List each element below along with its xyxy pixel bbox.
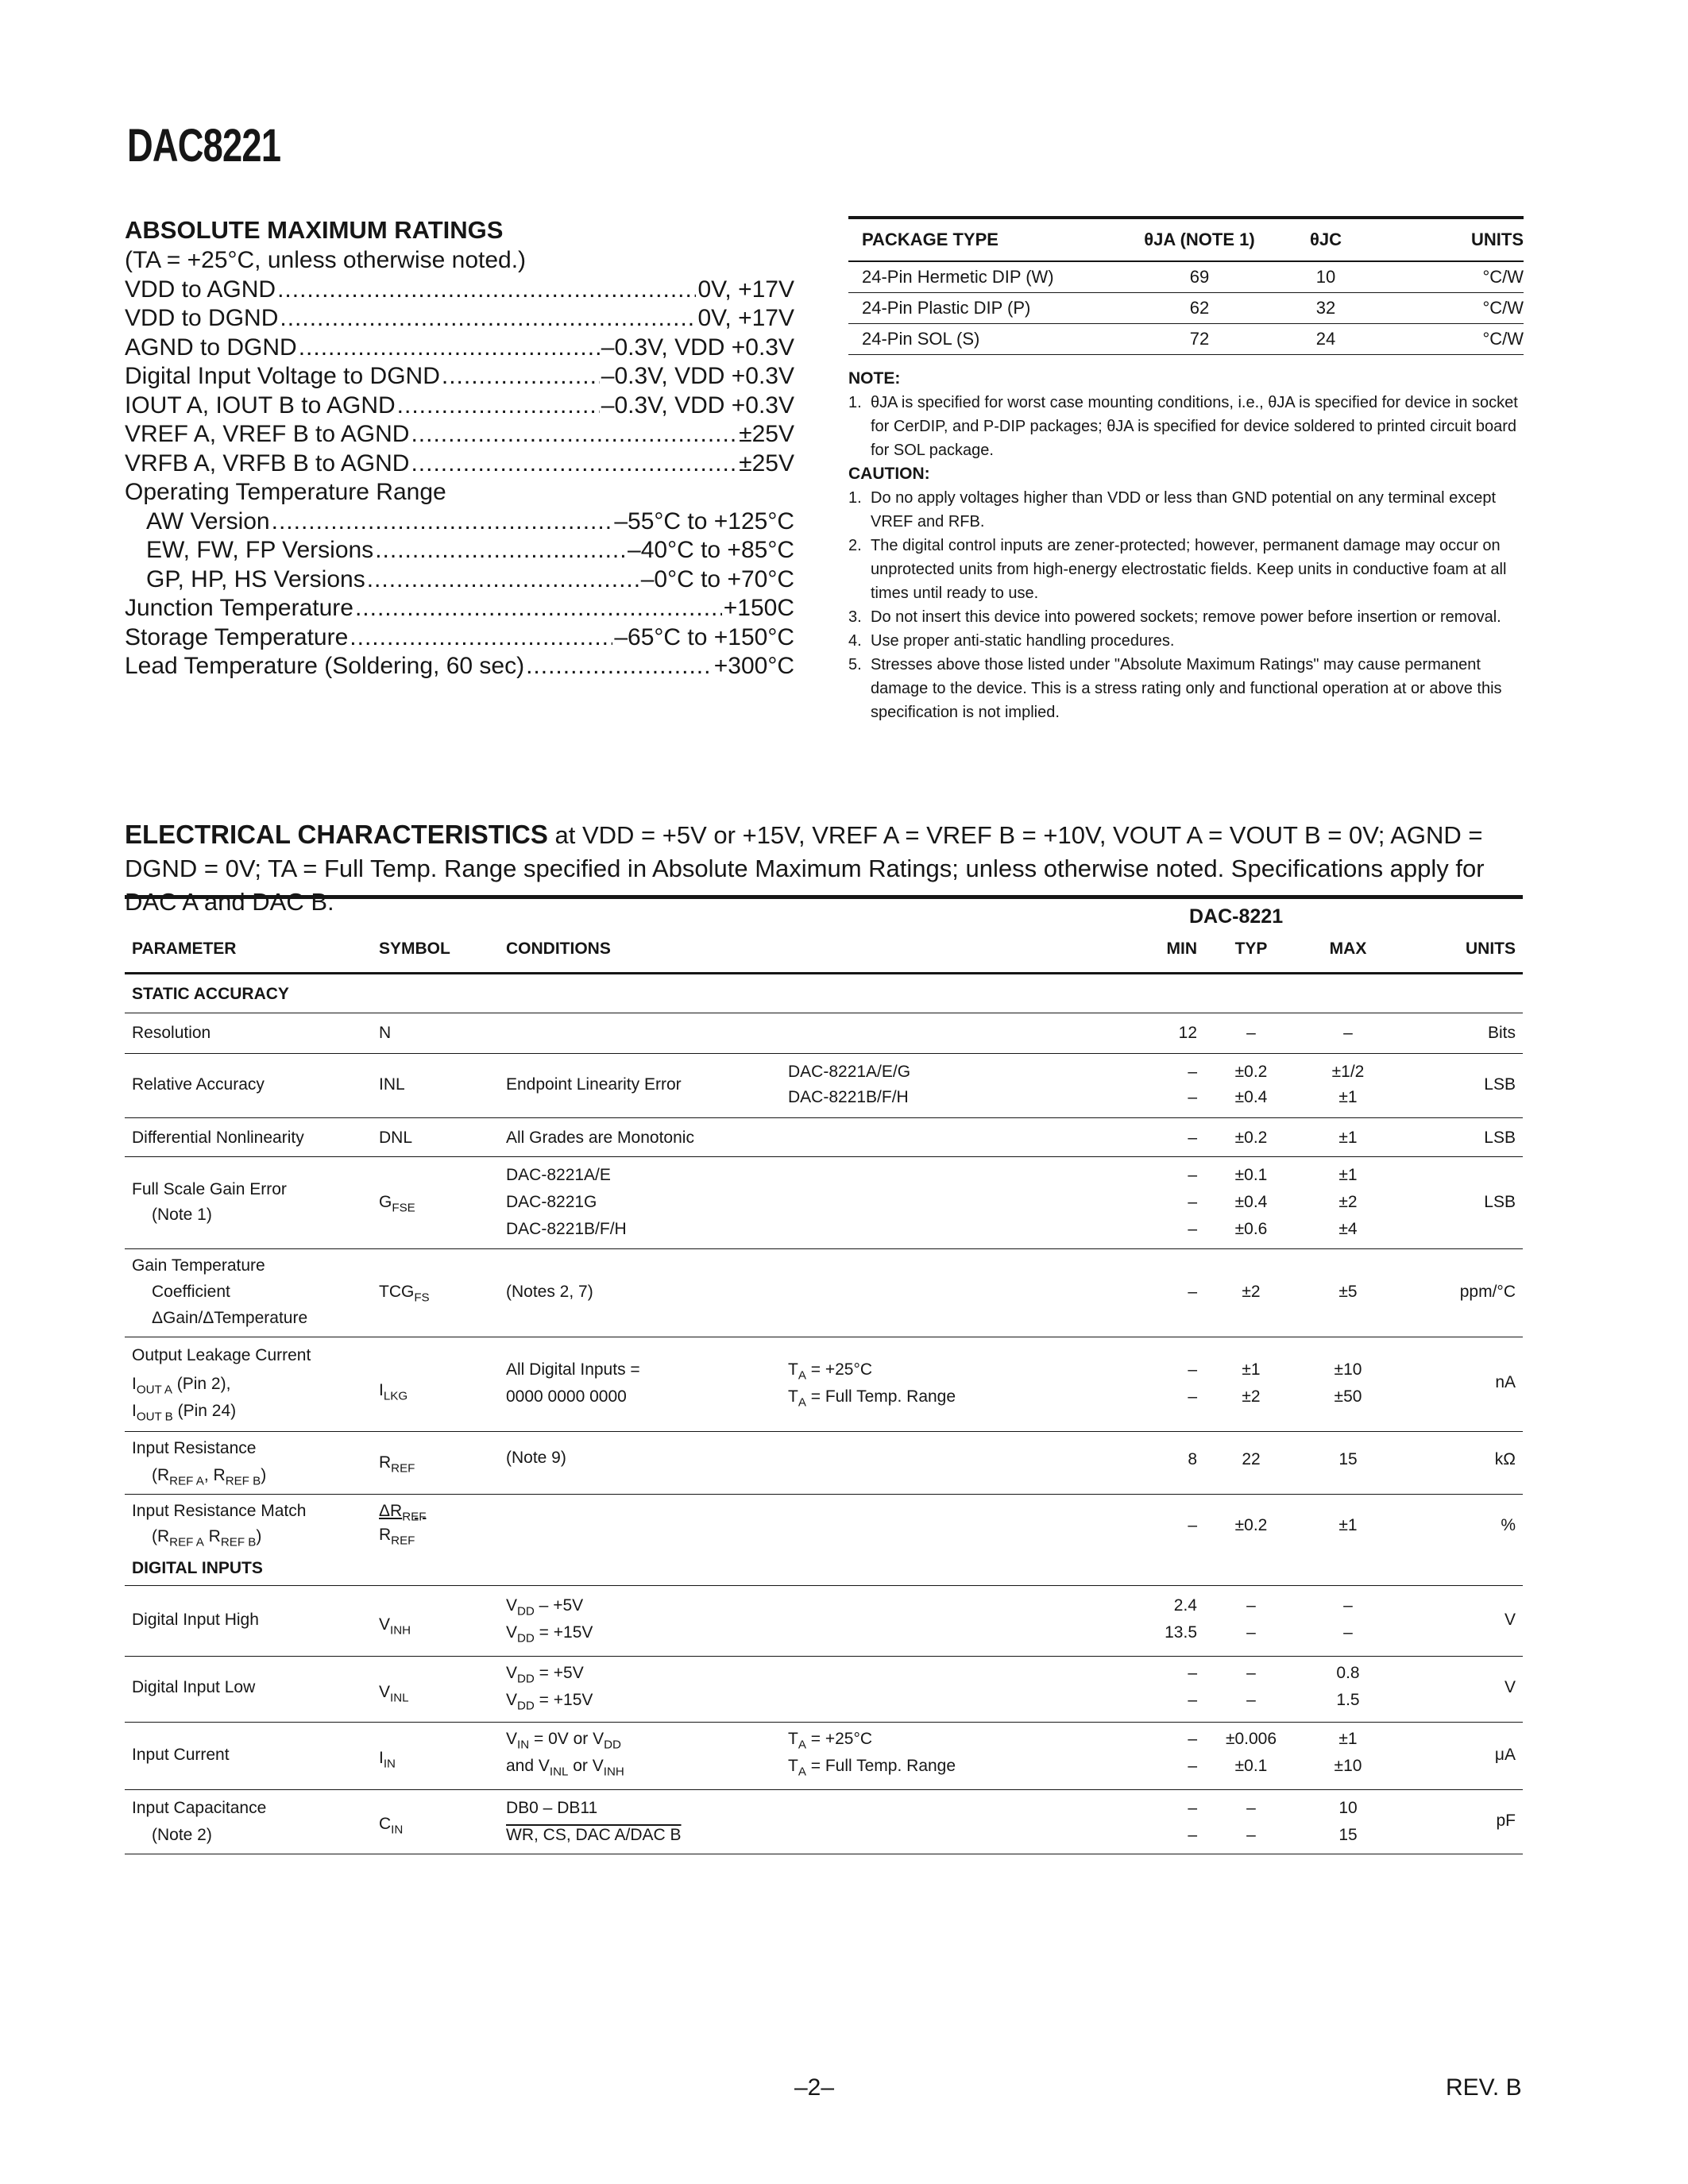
table-row: Gain Temperature Coefficient ΔGain/ΔTemperature $TCG_{FS}$ (Notes 2, 7) – ±2 ±5 ppm/°C [125, 1249, 1523, 1337]
caution-item: 5. Stresses above those listed under "Absolute Maximum Ratings" may cause permanent damage to the device. This is a stress rating only and functional operation at or above this specification is not implied. [848, 656, 1502, 721]
abs-max-line: VDD to DGND ..... 0V, +17V [125, 304, 794, 334]
abs-max-line: Lead Temperature (Soldering, 60 sec) ..... +300°C [125, 652, 794, 681]
table-row: Resolution N 12 – – Bits [125, 1013, 1523, 1054]
electrical-characteristics-title: ELECTRICAL CHARACTERISTICS at VDD = +5V or +15V, VREF A = VREF B = +10V, VOUT A = VOUT B = 0V; AGND = DGND = 0V; TA = Full Temp. Range specified in Absolute Maximum Ratings; unless otherwise noted. Specifications apply for DAC A and DAC B. [125, 820, 1485, 916]
revision-label: REV. B [1446, 2074, 1522, 2101]
table-row: Differential Nonlinearity DNL All Grades are Monotonic – ±0.2 ±1 LSB [125, 1118, 1523, 1157]
table-header-row: PACKAGE TYPE θJA (NOTE 1) θJC UNITS [848, 219, 1524, 262]
table-row: Relative Accuracy INL Endpoint Linearity Error DAC-8221A/E/G DAC-8221B/F/H – – ±0.2 ±0.4 ±1/2 ±1 LSB [125, 1054, 1523, 1118]
table-row: 24-Pin Hermetic DIP (W) 69 10 °C/W [848, 262, 1524, 293]
abs-max-line: Digital Input Voltage to DGND ..... –0.3V, VDD +0.3V [125, 362, 794, 392]
abs-max-line: Junction Temperature ..... +150C [125, 594, 794, 623]
absolute-max-ratings [125, 216, 794, 681]
part-number-title: DAC8221 [127, 120, 281, 172]
table-row: Input Capacitance (Note 2) $C_{IN}$ DB0 – DB11 WR, CS, DAC A/DAC B – – – – 10 15 pF [125, 1790, 1523, 1854]
table-row: Digital Input High $V_{INH}$ $V_{DD} - +5V$ $V_{DD} = +15V$ 2.4 13.5 – – – – V [125, 1586, 1523, 1657]
caution-item: 1. Do no apply voltages higher than VDD or less than GND potential on any terminal except VREF and RFB. [848, 489, 1497, 531]
caution-heading: CAUTION: [848, 465, 930, 483]
package-table [848, 216, 1524, 355]
abs-max-subtitle: (TA = +25°C, unless otherwise noted.) [125, 247, 527, 273]
column-group-label: DAC-8221 [1189, 905, 1284, 928]
section-row: STATIC ACCURACY [125, 974, 1523, 1013]
caution-item: 4. Use proper anti-static handling procedures. [848, 632, 1175, 650]
abs-max-line: AW Version ..... –55°C to +125°C [125, 507, 794, 537]
abs-max-line: VDD to AGND ..... 0V, +17V [125, 276, 794, 305]
abs-max-line: EW, FW, FP Versions ..... –40°C to +85°C [125, 536, 794, 565]
abs-max-line: VREF A, VREF B to AGND ..... ±25V [125, 420, 794, 450]
abs-max-line: IOUT A, IOUT B to AGND ..... –0.3V, VDD +0.3V [125, 392, 794, 421]
table-row: Input Current $I_{IN}$ $V_{IN} = 0V$ or $V_{DD}$ and $V_{INL}$ or $V_{INH}$ $T_A = +25^\circ C$ $T_A$ = Full Temp. Range – – ±0.006 ±0.1 ±1 ±10 μA [125, 1723, 1523, 1790]
table-row: 24-Pin SOL (S) 72 24 °C/W [848, 324, 1524, 355]
notes-block [848, 367, 1520, 724]
abs-max-line: AGND to DGND ..... –0.3V, VDD +0.3V [125, 334, 794, 363]
caution-item: 3. Do not insert this device into powered sockets; remove power before insertion or removal. [848, 608, 1501, 626]
page-number: –2– [794, 2074, 835, 2101]
note-heading: NOTE: [848, 369, 901, 388]
table-row: 24-Pin Plastic DIP (P) 62 32 °C/W [848, 293, 1524, 324]
abs-max-line: Storage Temperature ..... –65°C to +150°C [125, 623, 794, 653]
section-row: DIGITAL INPUTS [125, 1553, 1523, 1586]
table-row: Output Leakage Current $I_{OUT A}$ (Pin 2), $I_{OUT B}$ (Pin 24) $I_{LKG}$ All Digital Inputs = 0000 0000 0000 $T_A = +25^\circ C$ $T_A$ = Full Temp. Range – – ±1 ±2 ±10 ±50 nA [125, 1337, 1523, 1432]
table-header-row: DAC-8221 PARAMETER SYMBOL CONDITIONS MIN TYP MAX UNITS [125, 899, 1523, 974]
caution-item: 2. The digital control inputs are zener-protected; however, permanent damage may occur on unprotected units from high-energy electrostatic fields. Keep units in conductive foam at all times until ready to use. [848, 537, 1507, 602]
table-row: Input Resistance Match ($R_{REF A}$ $R_{REF B}$) $\Delta R_{REF}$ $R_{REF}$ – ±0.2 ±1 % [132, 1502, 1516, 1549]
table-row: Digital Input Low $V_{INL}$ $V_{DD} = +5V$ $V_{DD} = +15V$ – – – – 0.8 1.5 V [125, 1657, 1523, 1723]
abs-max-line: Operating Temperature Range [125, 479, 446, 505]
note-item: 1. θJA is specified for worst case mounting conditions, i.e., θJA is specified for device in socket for CerDIP, and P-DIP packages; θJA is specified for device soldered to printed circuit board for SOL package. [848, 394, 1518, 459]
abs-max-line: GP, HP, HS Versions ..... –0°C to +70°C [125, 565, 794, 595]
table-row: Input Resistance ($R_{REF A}$, $R_{REF B}$) $R_{REF}$ (Note 9) 8 22 15 kΩ [125, 1432, 1523, 1495]
electrical-characteristics-table [125, 895, 1523, 1854]
abs-max-line: VRFB A, VRFB B to AGND ..... ±25V [125, 450, 794, 479]
abs-max-heading: ABSOLUTE MAXIMUM RATINGS [125, 216, 504, 244]
table-row: Full Scale Gain Error (Note 1) $G_{FSE}$ DAC-8221A/E DAC-8221G DAC-8221B/F/H – – – ±0.1 ±0.4 ±0.6 ±1 ±2 ±4 LSB [125, 1157, 1523, 1249]
